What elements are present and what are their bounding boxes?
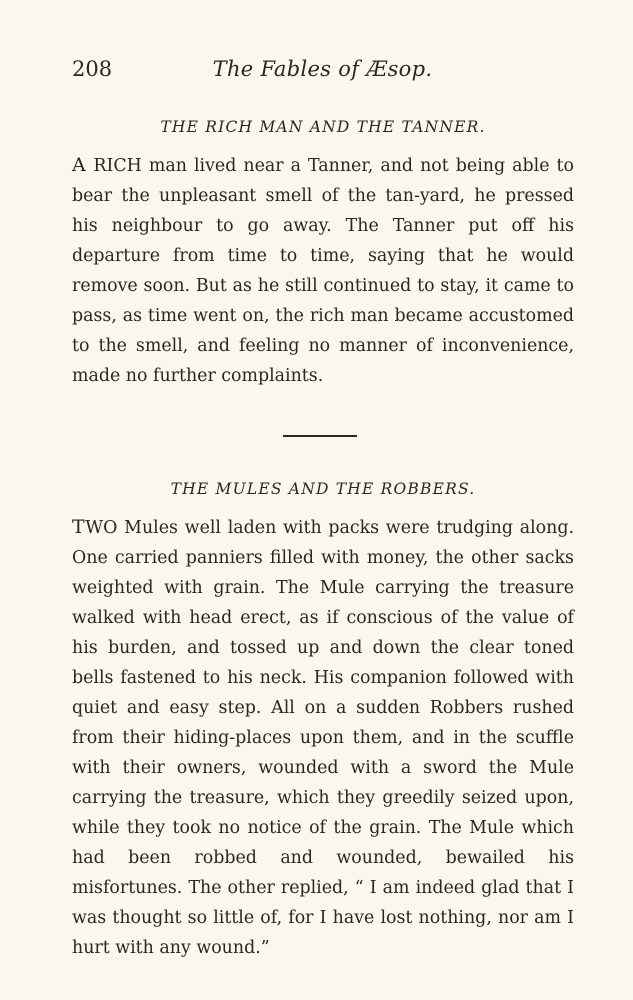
- running-title: The Fables of Æsop.: [212, 57, 433, 81]
- lead-small-caps: RICH: [93, 156, 142, 176]
- lead-capital: T: [72, 516, 86, 538]
- fable-text: [72, 150, 574, 391]
- fable-title: THE RICH MAN AND THE TANNER.: [160, 118, 486, 136]
- fable-title: THE MULES AND THE ROBBERS.: [170, 480, 476, 498]
- fable-rich-man-and-tanner: [72, 118, 574, 391]
- lead-capital: A: [72, 154, 87, 176]
- section-divider: [283, 435, 357, 437]
- fable-body-text: Mules well laden with packs were trudging along. One carried panniers filled with money, the other sacks weighted with grain. The Mule carrying the treasure walked with head erect, as if conscious of the value of his burden, and tossed up and down the clear toned bells fastened to his neck. His companion followed with quiet and easy step. All on a sudden Robbers rushed from their hiding-places upon them, and in the scuffle with their owners, wounded with a sword the Mule carrying the treasure, which they greedily seized upon, while they took no notice of the grain. The Mule which had been robbed and wounded, bewailed his misfortunes. The other replied, “ I am indeed glad that I was thought so little of, for I have lost nothing, nor am I hurt with any wound.”: [72, 518, 574, 958]
- page-header: [72, 57, 573, 87]
- fable-text: [72, 512, 574, 963]
- page-number: 208: [72, 57, 113, 81]
- lead-small-caps: WO: [85, 518, 118, 538]
- fable-body-text: man lived near a Tanner, and not being able to bear the unpleasant smell of the tan-yard, he pressed his neighbour to go away. The Tanner put off his departure from time to time, saying that he would remove soon. But as he still continued to stay, it came to pass, as time went on, the rich man became accustomed to the smell, and feeling no manner of inconvenience, made no further complaints.: [72, 156, 575, 386]
- fable-mules-and-robbers: [72, 480, 574, 963]
